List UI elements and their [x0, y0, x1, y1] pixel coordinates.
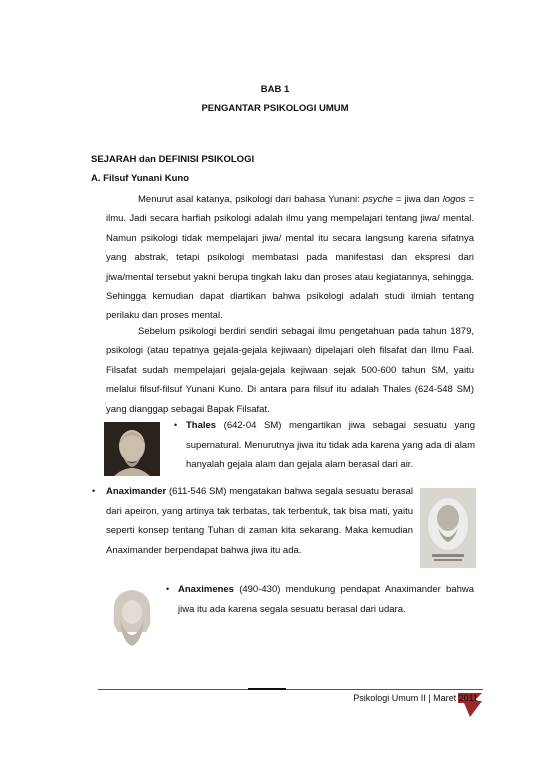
bullet-anaximenes — [166, 580, 474, 619]
section-heading: SEJARAH dan DEFINISI PSIKOLOGI — [91, 154, 255, 165]
subsection-heading: A. Filsuf Yunani Kuno — [91, 173, 189, 184]
chapter-label: BAB 1 — [260, 84, 290, 95]
bullet-marker: • — [166, 584, 170, 594]
p1-psyche: psyche — [362, 194, 393, 205]
footer-text: Psikologi Umum II | Maret 2011 — [353, 693, 478, 703]
bullet-anaximenes-text: (490-430) mendukung pendapat Anaximander bahwa jiwa itu ada karena segala sesuatu berasal dari udara. — [178, 584, 474, 615]
p1-part-c: = ilmu. Jadi secara harfiah psikologi adalah ilmu yang mempelajari tentang jiwa/ mental. Namun psikologi tidak mempelajari jiwa/ mental itu secara langsung karena sifatnya yang abstrak, tetapi psikologi membatasi pada manifestasi dan ekspresi dari jiwa/mental tersebut yakni berupa tingkah laku dan proses atau kegiatannya, sehingga. Sehingga kemudian dapat diartikan bahwa psikologi adalah studi ilmiah tentang perilaku dan proses mental. — [106, 194, 474, 322]
bullet-anaximander — [92, 482, 413, 560]
bullet-thales-name: Thales — [186, 420, 217, 431]
chapter-title: PENGANTAR PSIKOLOGI UMUM — [201, 103, 349, 114]
bullet-anaximander-text: (611-546 SM) mengatakan bahwa segala sesuatu berasal dari apeiron, yang artinya tak terbatas, tak terbentuk, tak bisa mati, yaitu seperti konsep tentang Tuhan di zaman kita sekarang. Maka kemudian Anaximander berpendapat bahwa jiwa itu ada. — [106, 486, 413, 556]
bullet-thales-text: (642-04 SM) mengartikan jiwa sebagai sesuatu yang supernatural. Menurutnya jiwa itu tidak ada karena yang ada di alam hanyalah gejala alam dan gejala alam berasal dari air. — [186, 420, 475, 471]
p1-part-b: = jiwa dan — [392, 194, 443, 205]
bullet-thales — [174, 416, 475, 475]
thales-portrait — [104, 422, 160, 476]
footer-rule-accent — [248, 688, 286, 690]
anaximander-portrait — [420, 488, 476, 568]
anaximenes-portrait — [106, 584, 158, 654]
bullet-marker: • — [174, 420, 178, 430]
bullet-anaximenes-name: Anaximenes — [178, 584, 234, 595]
p1-logos: logos — [442, 194, 466, 205]
paragraph-2: Sebelum psikologi berdiri sendiri sebagai ilmu pengetahuan pada tahun 1879, psikologi (atau tepatnya gejala-gejala kejiwaan) dipelajari oleh filsafat dan Ilmu Faal. Filsafat sudah mempelajari gejala-gejala kejiwaan sejak 500-600 tahun SM, yaitu melalui filsuf-filsuf Yunani Kuno. Di antara para filsuf itu adalah Thales (624-548 SM) yang dianggap sebagai Bapak Filsafat. — [106, 326, 474, 415]
paragraph-1 — [106, 190, 474, 326]
footer-rule — [98, 689, 483, 690]
bullet-anaximander-name: Anaximander — [106, 486, 167, 497]
bullet-marker: • — [92, 486, 96, 496]
p1-part-a: Menurut asal katanya, psikologi dari bahasa Yunani: — [138, 194, 363, 205]
